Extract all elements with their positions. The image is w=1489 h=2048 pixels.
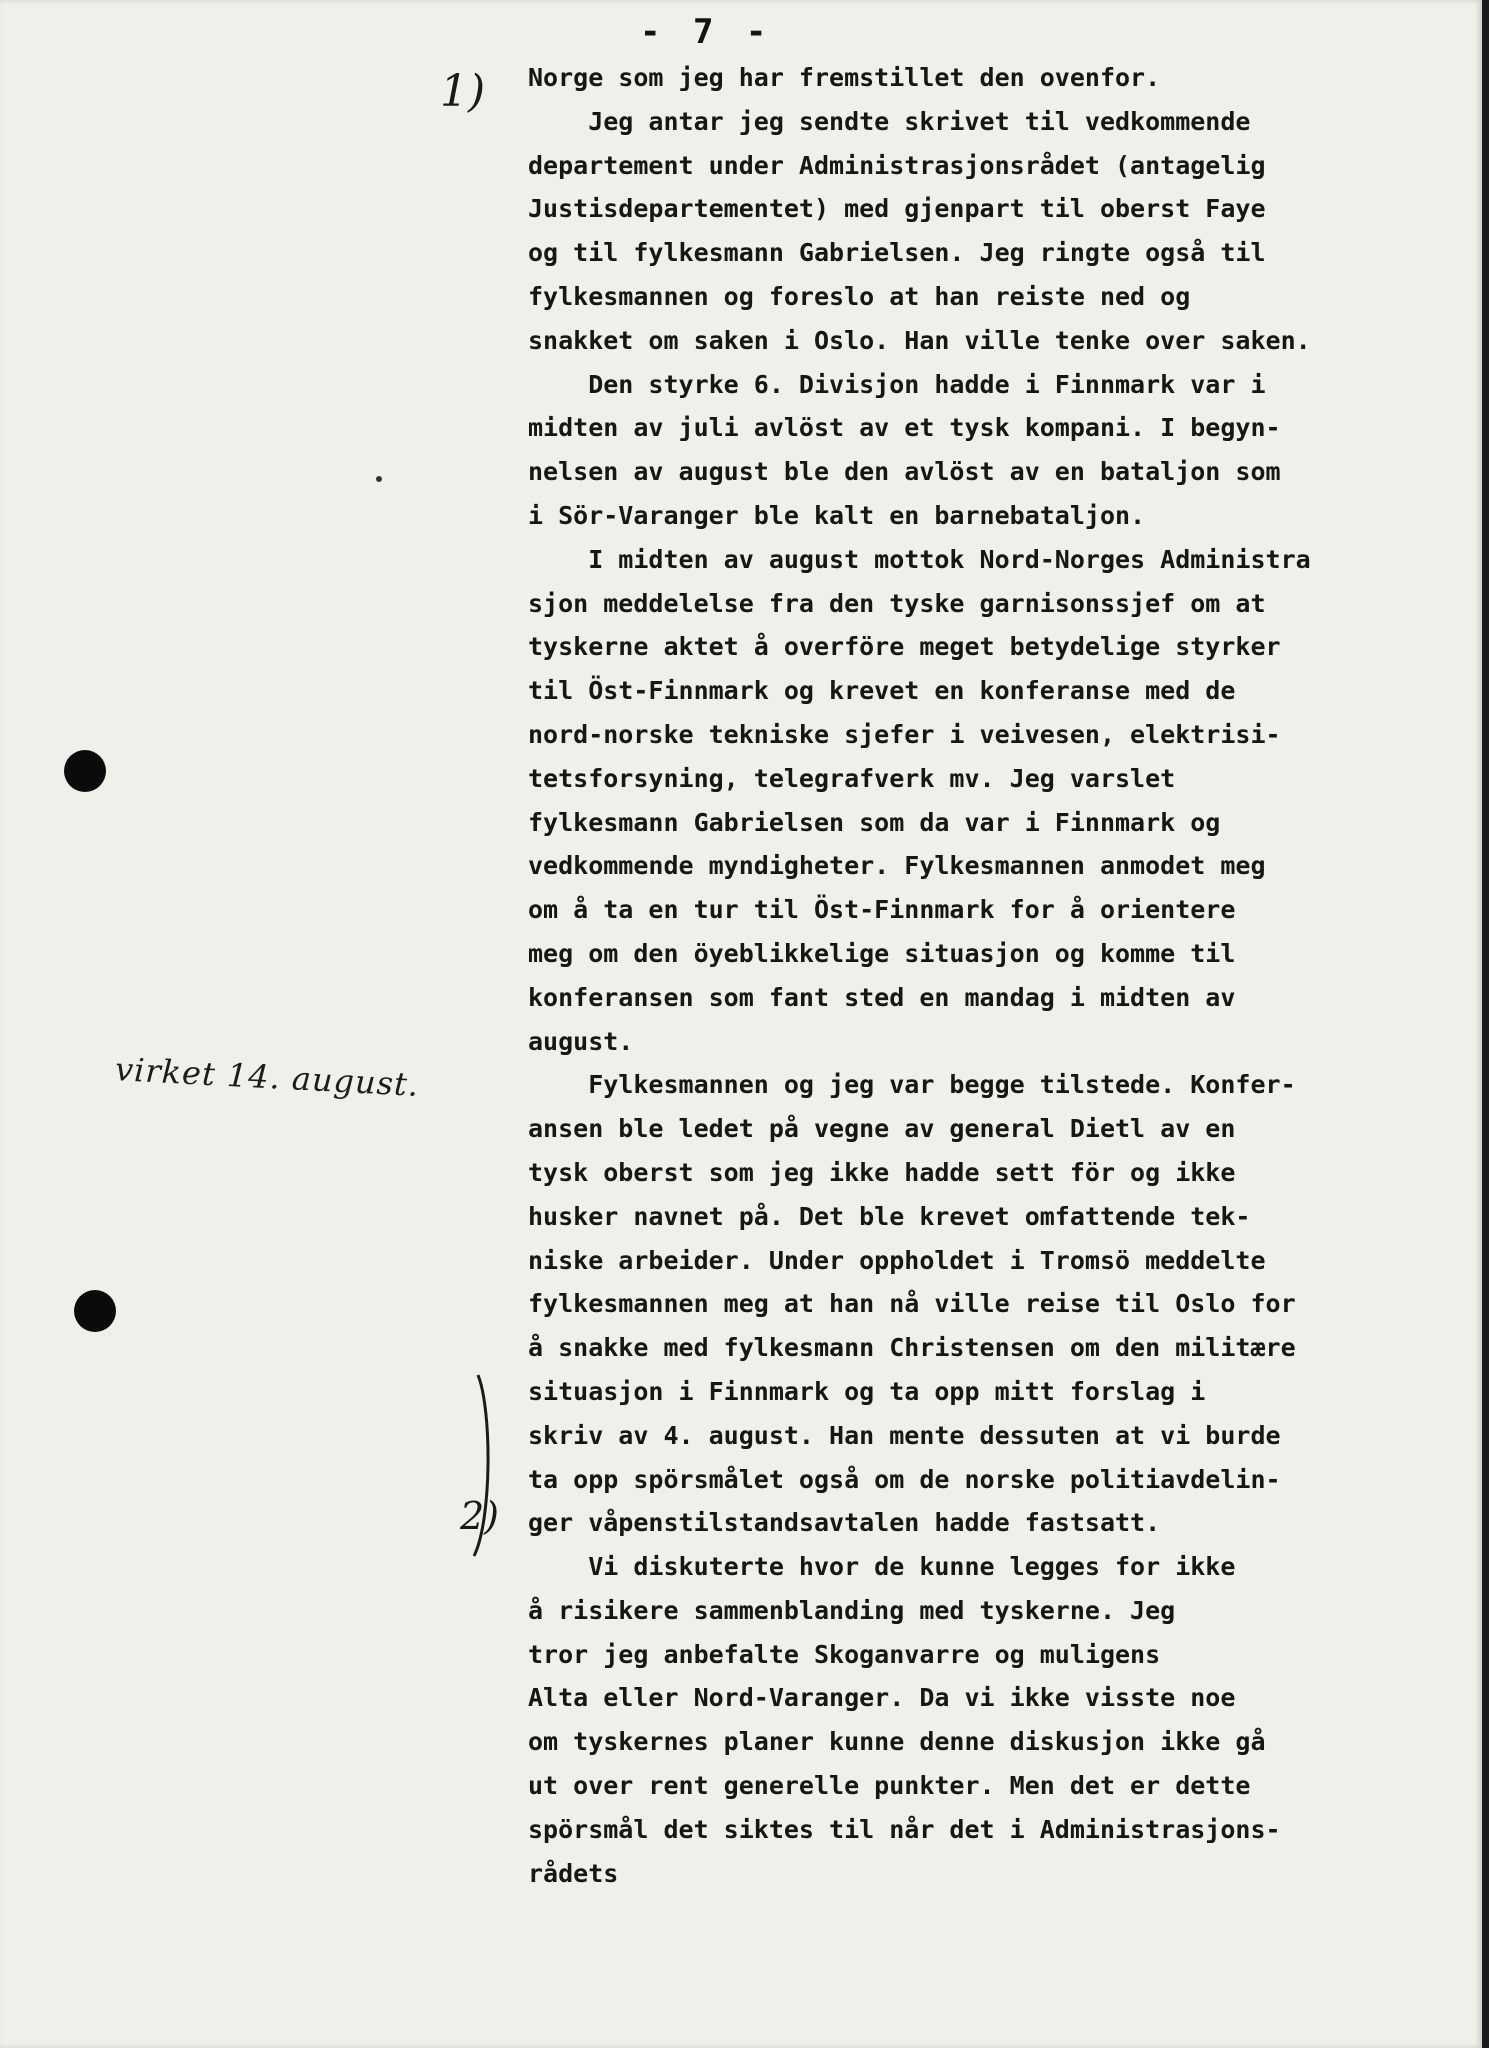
- text-line: skriv av 4. august. Han mente dessuten at vi burde: [528, 1420, 1281, 1450]
- text-line: nelsen av august ble den avlöst av en bataljon som: [528, 457, 1281, 487]
- text-line: fylkesmannen meg at han nå ville reise til Oslo for: [528, 1289, 1296, 1319]
- text-line: situasjon i Finnmark og ta opp mitt forslag i: [528, 1376, 1206, 1406]
- punch-hole-upper: [64, 750, 106, 792]
- text-line: og til fylkesmann Gabrielsen. Jeg ringte også til: [528, 238, 1266, 268]
- typed-body-text: [528, 56, 1448, 1895]
- text-line: Den styrke 6. Divisjon hadde i Finnmark var i: [528, 369, 1266, 399]
- text-line: snakket om saken i Oslo. Han ville tenke over saken.: [528, 325, 1311, 355]
- margin-marker-2: 2): [460, 1494, 500, 1538]
- text-line: departement under Administrasjonsrådet (antagelig: [528, 150, 1266, 180]
- text-line: tetsforsyning, telegrafverk mv. Jeg varslet: [528, 763, 1176, 793]
- text-line: Norge som jeg har fremstillet den ovenfor.: [528, 63, 1161, 92]
- text-line: å risikere sammenblanding med tyskerne. Jeg: [528, 1595, 1176, 1625]
- text-line: til Öst-Finnmark og krevet en konferanse med de: [528, 676, 1236, 706]
- handwritten-margin-note: virket 14. august.: [114, 1050, 421, 1104]
- text-line: ger våpenstilstandsavtalen hadde fastsatt.: [528, 1508, 1161, 1538]
- text-line: husker navnet på. Det ble krevet omfattende tek-: [528, 1201, 1251, 1231]
- text-line: Alta eller Nord-Varanger. Da vi ikke visste noe: [528, 1683, 1236, 1713]
- margin-marker-1: 1): [440, 66, 486, 117]
- text-line: om å ta en tur til Öst-Finnmark for å orientere: [528, 895, 1236, 925]
- text-line: meg om den öyeblikkelige situasjon og komme til: [528, 938, 1236, 968]
- text-line: tror jeg anbefalte Skoganvarre og muligens: [528, 1639, 1161, 1669]
- text-line: konferansen som fant sted en mandag i midten av: [528, 982, 1236, 1012]
- text-line: august.: [528, 1026, 634, 1056]
- text-line: midten av juli avlöst av et tysk kompani. I begyn-: [528, 413, 1281, 443]
- text-line: fylkesmann Gabrielsen som da var i Finnmark og: [528, 807, 1221, 837]
- text-line: å snakke med fylkesmann Christensen om den militære: [528, 1333, 1296, 1363]
- text-line: ansen ble ledet på vegne av general Dietl av en: [528, 1114, 1236, 1144]
- page-number: - 7 -: [640, 12, 773, 52]
- text-line: ta opp spörsmålet også om de norske politiavdelin-: [528, 1464, 1281, 1494]
- text-line: tysk oberst som jeg ikke hadde sett för og ikke: [528, 1157, 1236, 1187]
- text-line: ut over rent generelle punkter. Men det er dette: [528, 1771, 1251, 1801]
- text-line: om tyskernes planer kunne denne diskusjon ikke gå: [528, 1727, 1266, 1757]
- text-line: vedkommende myndigheter. Fylkesmannen anmodet meg: [528, 851, 1266, 881]
- text-line: spörsmål det siktes til når det i Administrasjons-: [528, 1814, 1281, 1844]
- text-line: Vi diskuterte hvor de kunne legges for ikke: [528, 1552, 1236, 1582]
- text-line: nord-norske tekniske sjefer i veivesen, elektrisi-: [528, 719, 1281, 749]
- punch-hole-lower: [74, 1290, 116, 1332]
- text-line: i Sör-Varanger ble kalt en barnebataljon.: [528, 500, 1146, 530]
- text-line: niske arbeider. Under oppholdet i Tromsö meddelte: [528, 1245, 1266, 1275]
- text-line: sjon meddelelse fra den tyske garnisonssjef om at: [528, 588, 1266, 618]
- text-line: Justisdepartementet) med gjenpart til oberst Faye: [528, 194, 1266, 224]
- text-line: tyskerne aktet å overföre meget betydelige styrker: [528, 632, 1281, 662]
- text-line: I midten av august mottok Nord-Norges Administra: [528, 544, 1311, 574]
- text-line: Fylkesmannen og jeg var begge tilstede. Konfer-: [528, 1070, 1296, 1100]
- text-line: Jeg antar jeg sendte skrivet til vedkommende: [528, 106, 1251, 136]
- text-line: fylkesmannen og foreslo at han reiste ned og: [528, 281, 1191, 311]
- speck-mark: [376, 476, 382, 482]
- text-line: rådets: [528, 1858, 619, 1888]
